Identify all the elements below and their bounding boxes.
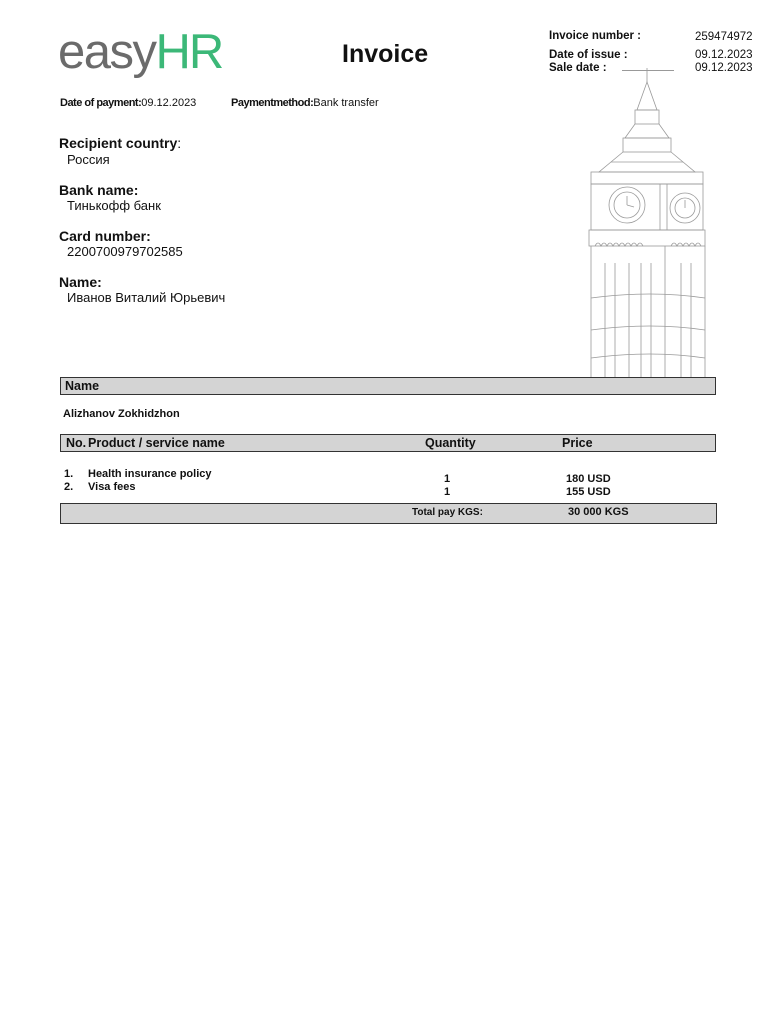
col-no-header: No. [66, 436, 87, 450]
page-title: Invoice [342, 40, 429, 68]
row-2-qty: 1 [444, 486, 451, 498]
invoice-number-value: 259474972 [695, 31, 753, 43]
bank-name-value: Тинькофф банк [67, 198, 161, 213]
invoice-number-label: Invoice number : [549, 30, 642, 42]
logo-easy-text: easy [58, 25, 156, 79]
name-section-header [60, 377, 716, 395]
row-1-price: 180 USD [566, 473, 611, 485]
payment-date [60, 97, 196, 109]
recipient-country-colon: : [177, 135, 182, 151]
total-label: Total pay KGS: [412, 507, 483, 518]
recipient-country-value: Россия [67, 152, 110, 167]
easyhr-logo [58, 25, 223, 79]
recipient-name-label: Name: [59, 274, 102, 290]
payment-date-label: Date of payment: [60, 97, 142, 109]
sale-date-value: 09.12.2023 [695, 62, 753, 74]
sale-date-label: Sale date : [549, 62, 607, 74]
recipient-country-label-text: Recipient country [59, 135, 178, 151]
col-product-header: Product / service name [88, 436, 225, 450]
recipient-name-value: Иванов Виталий Юрьевич [67, 290, 226, 305]
col-price-header: Price [562, 436, 593, 450]
name-section-header-text: Name [65, 379, 100, 393]
card-number-value: 2200700979702585 [67, 244, 183, 259]
row-2-price: 155 USD [566, 486, 611, 498]
total-value: 30 000 KGS [568, 506, 629, 518]
big-ben-illustration [585, 68, 710, 384]
row-1-qty: 1 [444, 473, 451, 485]
employee-name: Alizhanov Zokhidzhon [63, 408, 180, 420]
payment-method-label: Paymentmethod: [231, 97, 314, 109]
bank-name-label: Bank name: [59, 182, 139, 198]
payment-method-value: Bank transfer [313, 97, 379, 109]
row-2-name: Visa fees [88, 481, 136, 493]
payment-method [231, 97, 379, 109]
card-number-label: Card number: [59, 228, 151, 244]
date-of-issue-label: Date of issue : [549, 49, 628, 61]
row-1-name: Health insurance policy [88, 468, 212, 480]
date-of-issue-value: 09.12.2023 [695, 49, 753, 61]
total-bar [60, 503, 717, 524]
recipient-country-label [59, 135, 181, 151]
product-table-header [60, 434, 716, 452]
row-2-no: 2. [64, 481, 74, 493]
col-quantity-header: Quantity [425, 436, 476, 450]
logo-hr-text: HR [155, 25, 223, 79]
row-1-no: 1. [64, 468, 74, 480]
payment-date-value: 09.12.2023 [141, 97, 197, 109]
